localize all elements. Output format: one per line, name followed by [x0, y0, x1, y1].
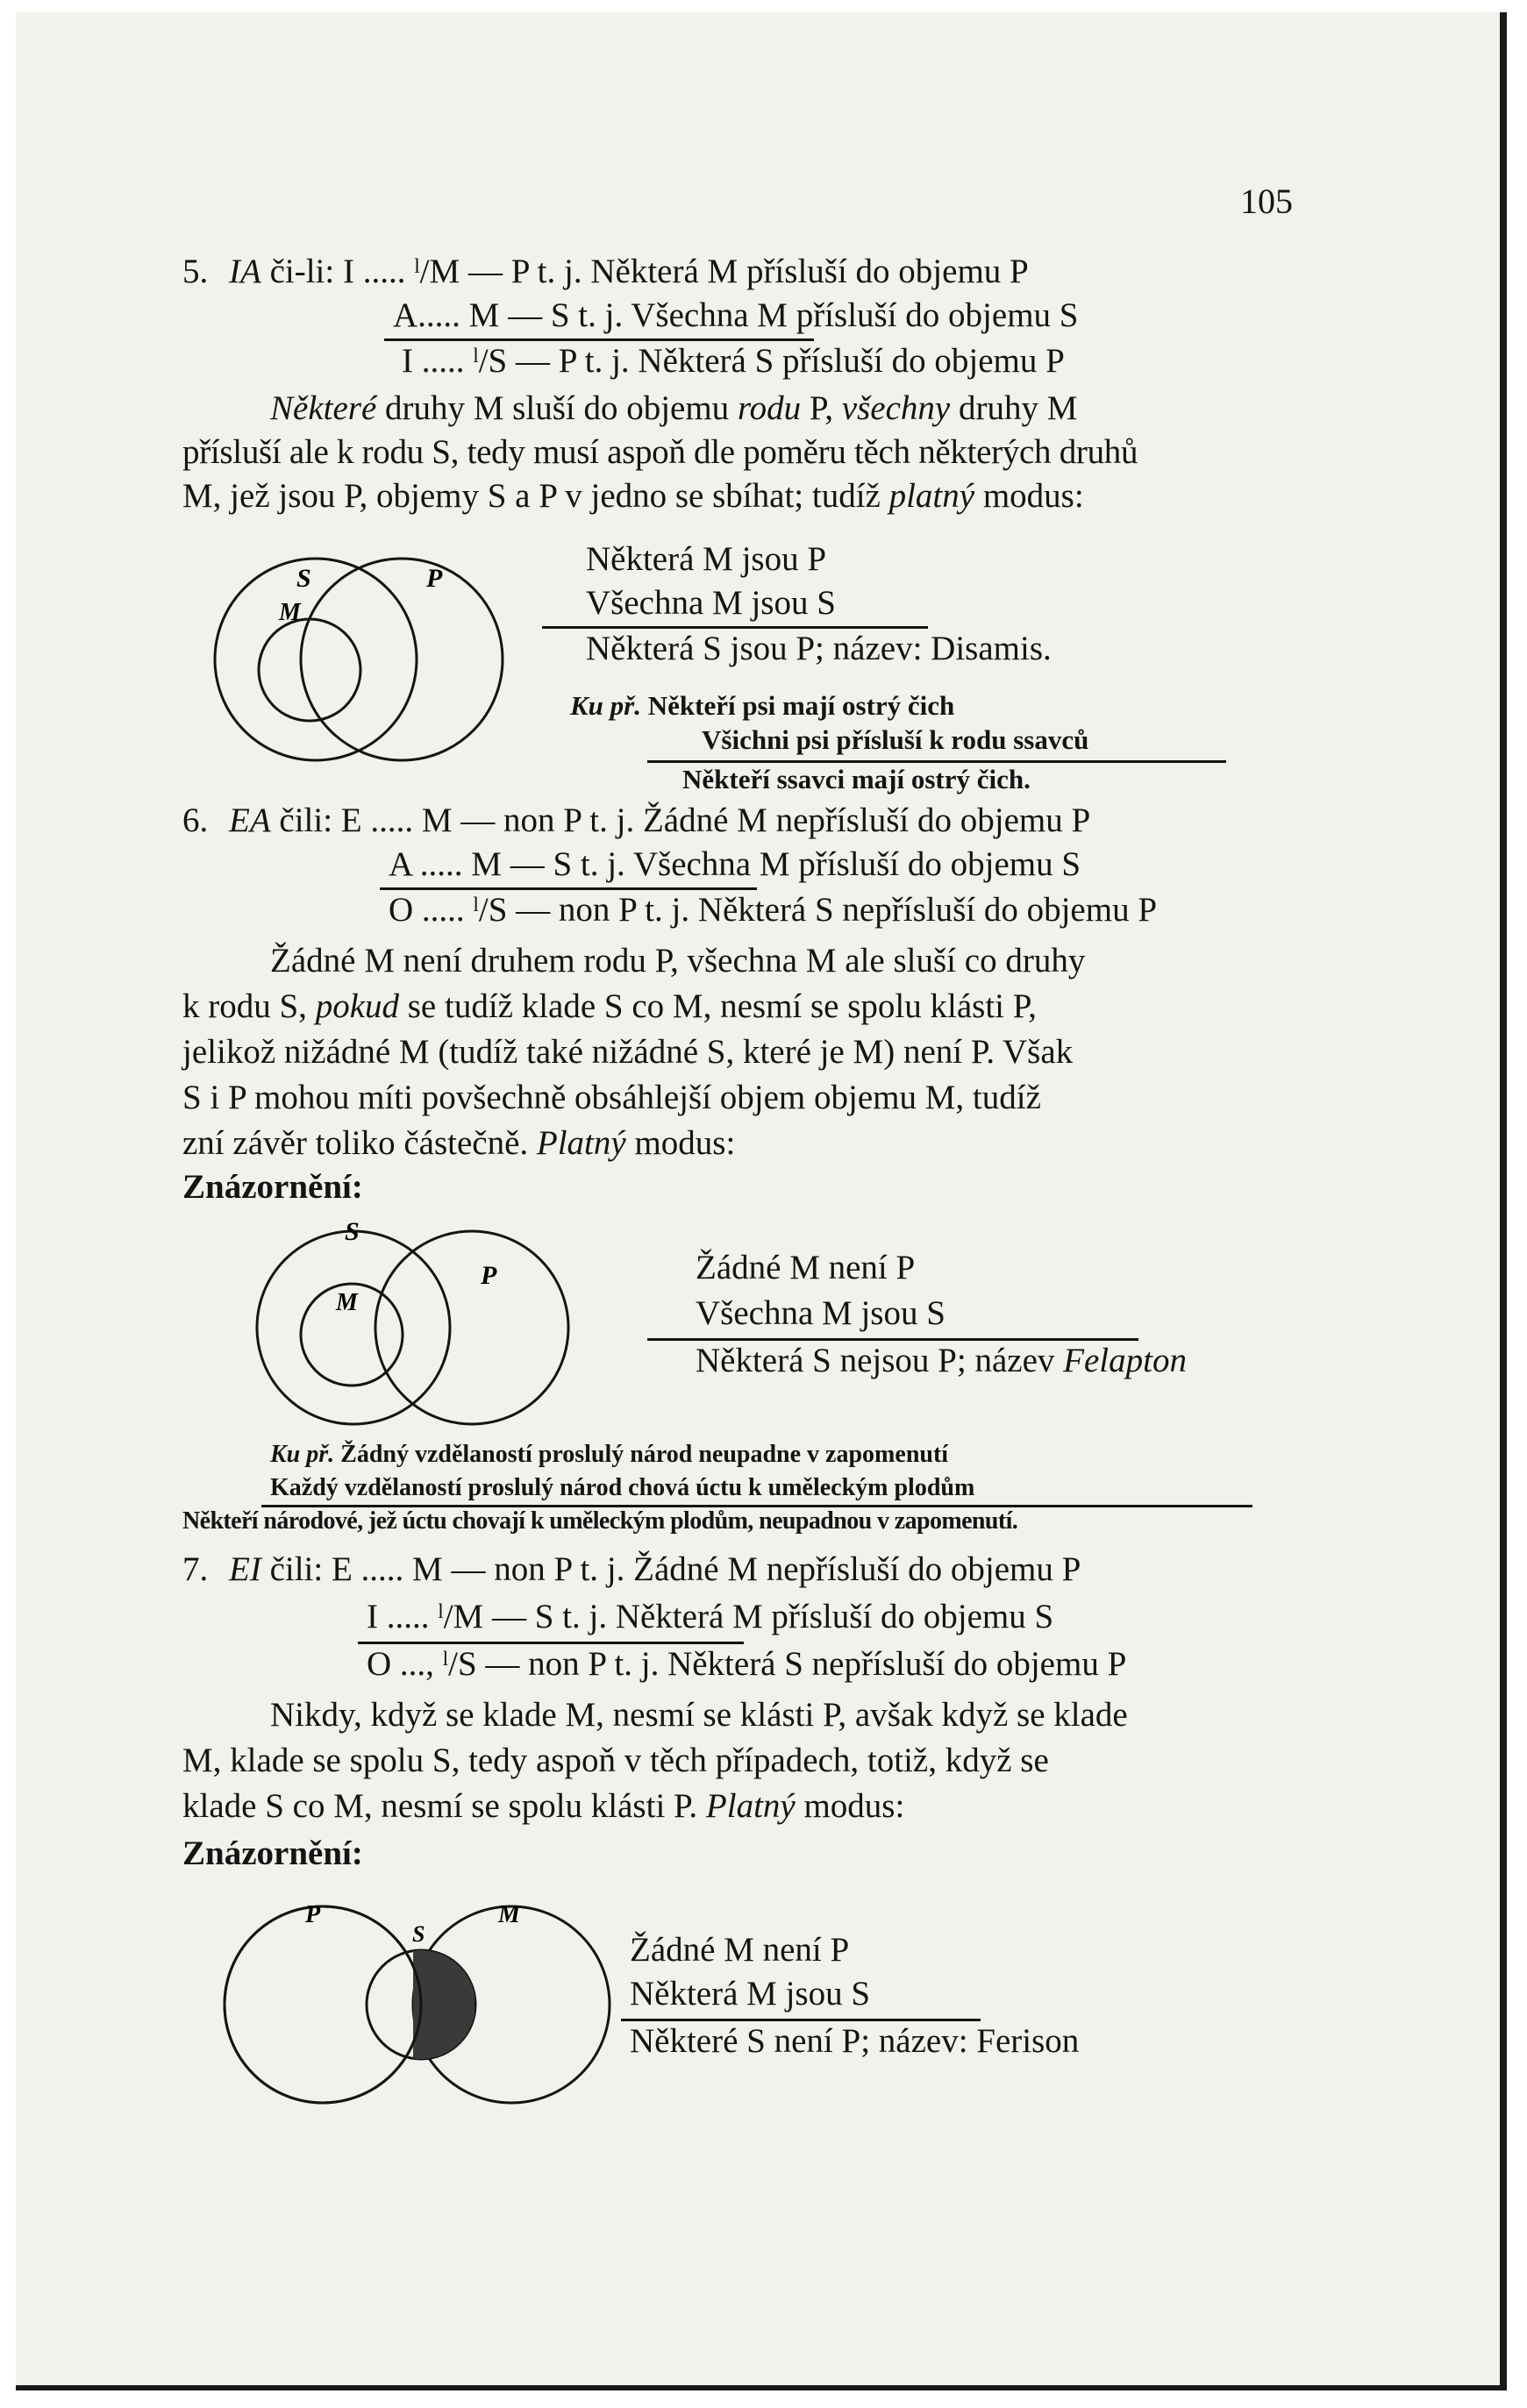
- sec7-text-2: M, klade se spolu S, tedy aspoň v těch případech, totiž, když se: [182, 1742, 1049, 1779]
- sec5-label-p: P: [426, 564, 443, 593]
- sec6-code: EA: [229, 801, 271, 839]
- sec6-t5c: modus:: [625, 1124, 736, 1162]
- sec6-conclusion: O ..... ˡ/S — non P t. j. Některá S nepřísluší do objemu P: [389, 891, 1158, 929]
- sec7-syll-2: Některá M jsou S: [630, 1975, 871, 2013]
- sec6-s3b: Felapton: [1063, 1342, 1187, 1379]
- sec6-example-1: [270, 1440, 948, 1470]
- sec6-syll-2: Všechna M jsou S: [696, 1294, 945, 1332]
- sec5-syll-3: Některá S jsou P; název: Disamis.: [586, 630, 1052, 667]
- sec5-premise-1: [182, 251, 1029, 293]
- sec7-label-m: M: [498, 1901, 520, 1928]
- sec5-syll-2: Všechna M jsou S: [586, 584, 836, 622]
- sec7-premise-1: [182, 1549, 1081, 1591]
- sec7-label-s: S: [412, 1921, 425, 1947]
- sec6-text-1: Žádné M není druhem rodu P, všechna M ale sluší co druhy: [270, 942, 1086, 980]
- sec6-t5a: zní závěr toliko částečně.: [182, 1124, 537, 1162]
- sec7-syll-3: Některé S není P; název: Ferison: [630, 2022, 1080, 2060]
- sec6-venn-diagram: [239, 1214, 608, 1433]
- sec6-circle-p: [375, 1231, 568, 1424]
- sec5-t3b: platný: [888, 477, 975, 515]
- sec6-s3a: Některá S nejsou P; název: [696, 1342, 1064, 1379]
- sec6-syll-1: Žádné M není P: [696, 1249, 916, 1286]
- sec6-znazorneni: Znázornění:: [182, 1168, 363, 1206]
- sec6-text-4: S i P mohou míti povšechně obsáhlejší objem objemu M, tudíž: [182, 1079, 1041, 1116]
- sec5-example-3: Někteří ssavci mají ostrý čich.: [682, 764, 1031, 794]
- sec5-l1-text: ˡ/M — P t. j. Některá M přísluší do objemu P: [414, 253, 1029, 290]
- sec7-syll-1: Žádné M není P: [630, 1931, 850, 1969]
- sec5-conclusion: I ..... ˡ/S — P t. j. Některá S přísluší do objemu P: [402, 342, 1065, 380]
- sec7-number: 7.: [182, 1550, 209, 1588]
- sec5-label-m: M: [279, 599, 301, 626]
- sec6-premise-2: A ..... M — S t. j. Všechna M přísluší do objemu S: [389, 845, 1081, 883]
- sec5-t1e: všechny: [841, 389, 951, 427]
- sec5-circle-s: [215, 559, 417, 760]
- book-page: [16, 12, 1507, 2390]
- sec5-number: 5.: [182, 253, 209, 290]
- sec6-t2c: se tudíž klade S co M, nesmí se spolu klásti P,: [399, 987, 1037, 1025]
- sec6-text-5: [182, 1122, 735, 1165]
- sec7-t3a: klade S co M, nesmí se spolu klásti P.: [182, 1787, 706, 1825]
- sec6-t2a: k rodu S,: [182, 987, 316, 1025]
- sec7-znazorneni: Znázornění:: [182, 1834, 363, 1872]
- sec5-text-2: přísluší ale k rodu S, tedy musí aspoň dle poměru těch některých druhů: [182, 433, 1138, 471]
- sec6-l1-text: čili: E ..... M — non P t. j. Žádné M nepřísluší do objemu P: [270, 801, 1091, 839]
- sec7-shaded-region: [413, 1941, 475, 2073]
- sec7-t3b: Platný: [705, 1787, 796, 1825]
- sec5-example-1: [570, 689, 954, 723]
- sec5-l1-prefix: či-li: I .....: [260, 253, 415, 290]
- sec6-t5b: Platný: [536, 1124, 626, 1162]
- sec5-premise-2: A..... M — S t. j. Všechna M přísluší do objemu S: [393, 296, 1079, 334]
- sec5-venn-diagram: [182, 547, 551, 766]
- sec7-label-p: P: [305, 1901, 321, 1928]
- sec5-circle-m: [259, 619, 360, 721]
- sec5-code: IA: [229, 253, 261, 290]
- sec5-t1a: Některé: [270, 389, 377, 427]
- sec7-premise-2: I ..... ˡ/M — S t. j. Některá M přísluší do objemu S: [367, 1598, 1054, 1635]
- sec5-ex1: Někteří psi mají ostrý čich: [640, 690, 955, 721]
- sec5-circle-p: [301, 559, 503, 760]
- sec6-circle-s: [257, 1231, 450, 1424]
- sec6-text-2: [182, 986, 1037, 1028]
- sec6-ex1: Žádný vzdělaností proslulý národ neupadne v zapomenutí: [334, 1441, 949, 1468]
- page-number: 105: [1240, 182, 1293, 221]
- sec7-l1-text: čili: E ..... M — non P t. j. Žádné M nepřísluší do objemu P: [260, 1550, 1081, 1588]
- sec6-label-s: S: [345, 1217, 360, 1246]
- sec5-label-s: S: [296, 564, 311, 593]
- sec5-example-2: Všichni psi přísluší k rodu ssavců: [702, 724, 1089, 755]
- sec7-conclusion: O ..., ˡ/S — non P t. j. Některá S nepřísluší do objemu P: [367, 1645, 1127, 1683]
- sec5-t3a: M, jež jsou P, objemy S a P v jedno se sbíhat; tudíž: [182, 477, 889, 515]
- sec5-t1f: druhy M: [950, 389, 1078, 427]
- sec5-t1d: P,: [801, 389, 842, 427]
- sec7-code: EI: [229, 1550, 261, 1588]
- sec5-text-1: [270, 388, 1077, 430]
- sec5-text-3: [182, 475, 1084, 517]
- sec6-syll-3: [696, 1340, 1187, 1382]
- sec5-t1c: rodu: [737, 389, 802, 427]
- sec7-text-3: [182, 1785, 904, 1827]
- sec5-example-label: Ku př.: [570, 690, 641, 721]
- sec6-example-label: Ku př.: [270, 1441, 335, 1468]
- sec6-example-2: Každý vzdělaností proslulý národ chová úctu k uměleckým plodům: [270, 1474, 975, 1501]
- sec6-number: 6.: [182, 801, 209, 839]
- sec6-label-m: M: [336, 1289, 358, 1316]
- sec5-t3c: modus:: [974, 477, 1084, 515]
- sec5-syll-1: Některá M jsou P: [586, 540, 827, 578]
- sec7-t3c: modus:: [795, 1787, 905, 1825]
- sec7-venn-diagram: [209, 1889, 612, 2108]
- sec6-example-3: Někteří národové, jež úctu chovají k uměleckým plodům, neupadnou v zapomenutí.: [182, 1507, 1018, 1535]
- sec6-t2b: pokud: [315, 987, 399, 1025]
- sec6-text-3: jelikož nižádné M (tudíž také nižádné S, které je M) není P. Však: [182, 1033, 1074, 1071]
- sec6-premise-1: [182, 800, 1090, 842]
- sec7-text-1: Nikdy, když se klade M, nesmí se klásti P, avšak když se klade: [270, 1696, 1128, 1734]
- sec5-t1b: druhy M sluší do objemu: [376, 389, 738, 427]
- sec6-label-p: P: [481, 1261, 497, 1290]
